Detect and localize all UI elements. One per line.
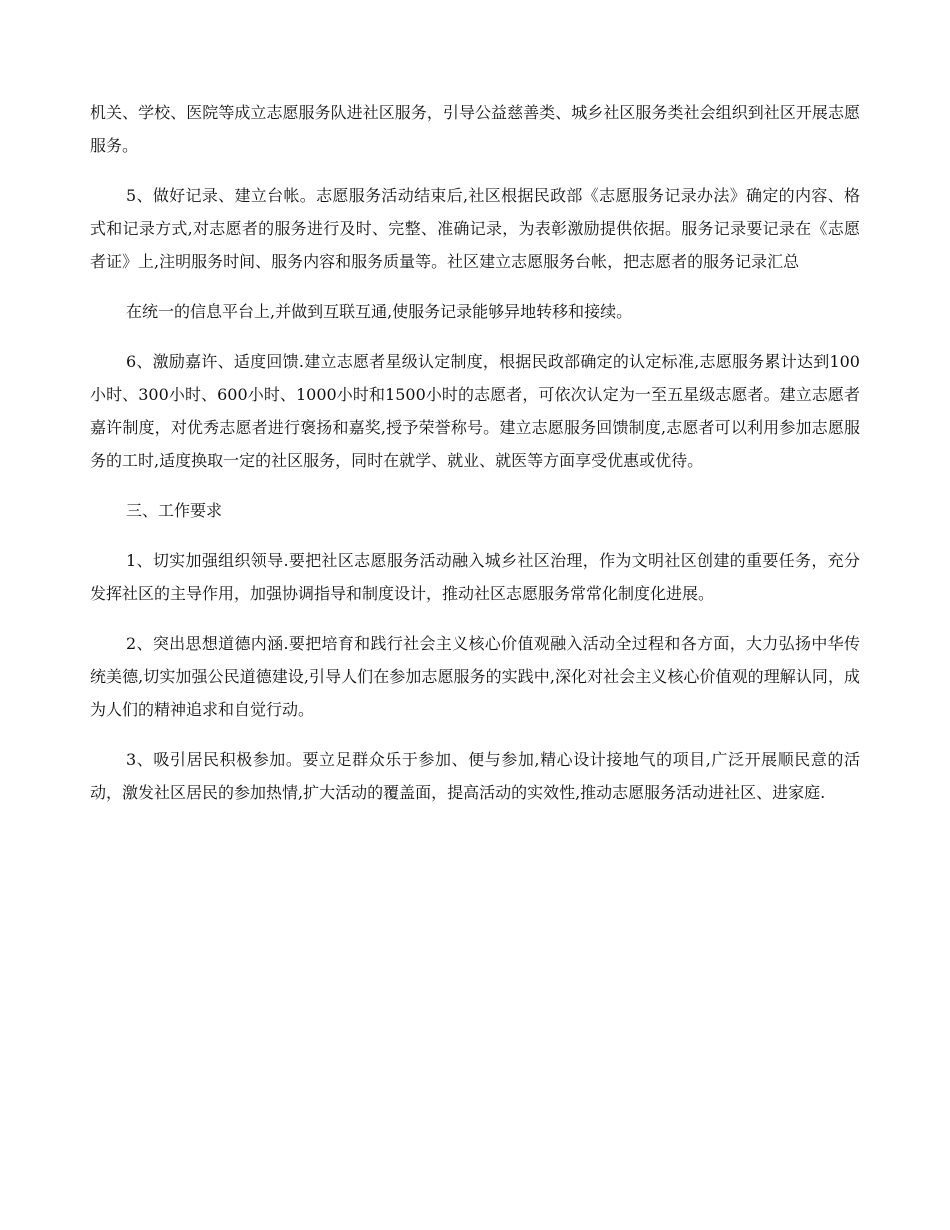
section-heading-work-requirements: 三、工作要求: [126, 501, 223, 520]
paragraph-requirement-2: 2、突出思想道德内涵.要把培育和践行社会主义核心价值观融入活动全过程和各方面，大力弘扬中华传统美德,切实加强公民道德建设,引导人们在参加志愿服务的实践中,深化对社会主义核心价值观的理解认同，成为人们的精神追求和自觉行动。: [90, 634, 860, 719]
document-page: [90, 96, 860, 826]
paragraph-item-5-records: 5、做好记录、建立台帐。志愿服务活动结束后,社区根据民政部《志愿服务记录办法》确定的内容、格式和记录方式,对志愿者的服务进行及时、完整、准确记录，为表彰激励提供依据。服务记录要记录在《志愿者证》上,注明服务时间、服务内容和服务质量等。社区建立志愿服务台帐，把志愿者的服务记录汇总: [90, 186, 860, 271]
paragraph-continuation: 机关、学校、医院等成立志愿服务队进社区服务，引导公益慈善类、城乡社区服务类社会组织到社区开展志愿服务。: [90, 103, 860, 155]
paragraph-info-platform: 在统一的信息平台上,并做到互联互通,使服务记录能够异地转移和接续。: [126, 302, 633, 321]
paragraph-requirement-1: 1、切实加强组织领导.要把社区志愿服务活动融入城乡社区治理，作为文明社区创建的重要任务，充分发挥社区的主导作用，加强协调指导和制度设计，推动社区志愿服务常常化制度化进展。: [90, 551, 860, 603]
paragraph-requirement-3: 3、吸引居民积极参加。要立足群众乐于参加、便与参加,精心设计接地气的项目,广泛开展顺民意的活动，激发社区居民的参加热情,扩大活动的覆盖面，提高活动的实效性,推动志愿服务活动进社区、进家庭.: [90, 750, 860, 802]
paragraph-item-6-incentives: 6、激励嘉许、适度回馈.建立志愿者星级认定制度，根据民政部确定的认定标准,志愿服务累计达到100小时、300小时、600小时、1000小时和1500小时的志愿者，可依次认定为一至五星级志愿者。建立志愿者嘉许制度，对优秀志愿者进行褒扬和嘉奖,授予荣誉称号。建立志愿服务回馈制度,志愿者可以利用参加志愿服务的工时,适度换取一定的社区服务，同时在就学、就业、就医等方面享受优惠或优待。: [90, 352, 860, 470]
